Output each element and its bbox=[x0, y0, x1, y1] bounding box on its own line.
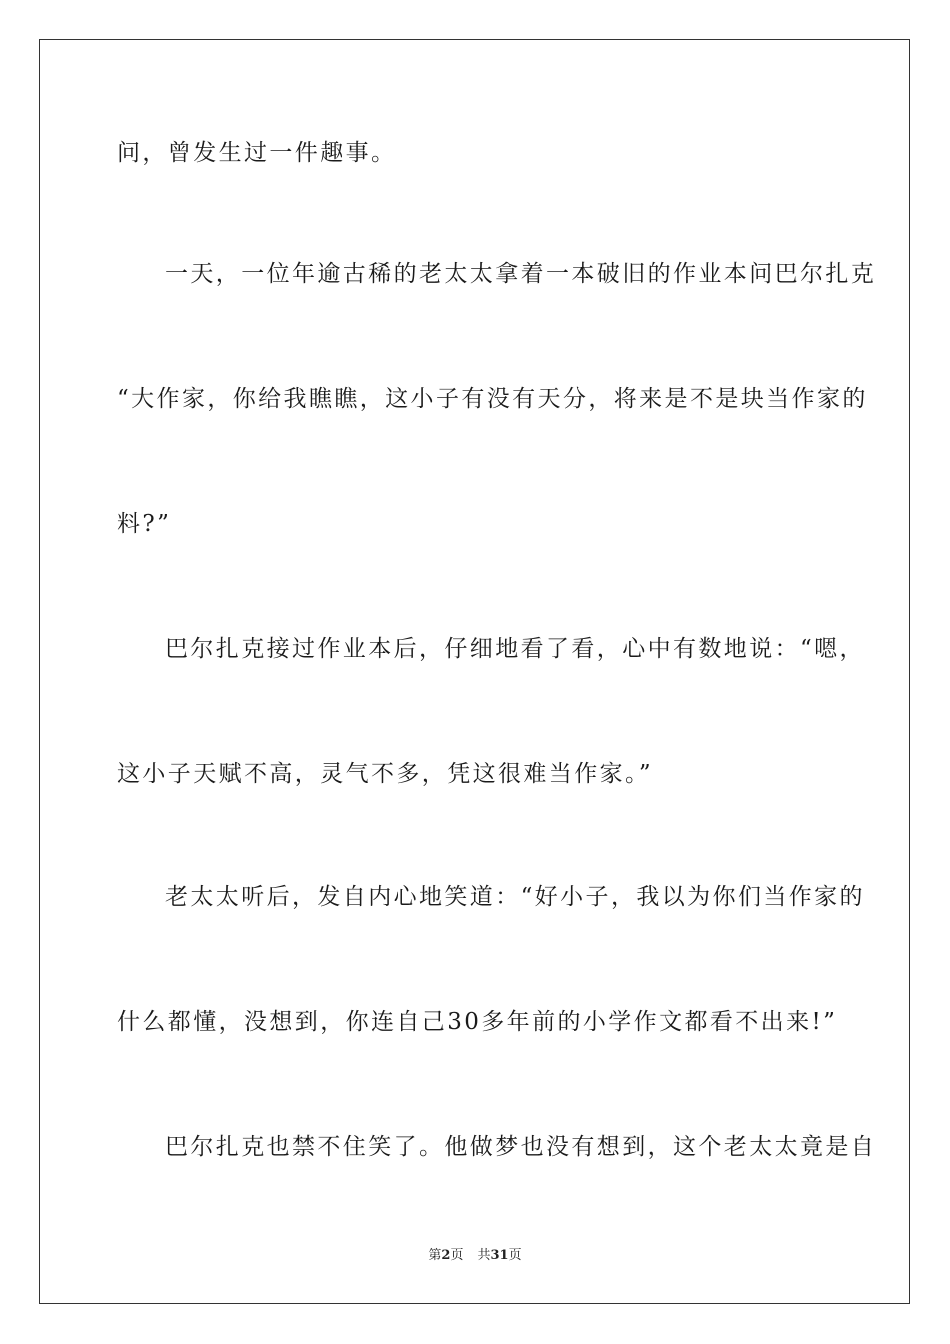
total-prefix: 共 bbox=[477, 1248, 491, 1263]
text-line: 问，曾发生过一件趣事。 bbox=[117, 140, 397, 166]
current-page-number: 2 bbox=[441, 1248, 451, 1263]
text-line: 料?” bbox=[117, 511, 172, 537]
page-suffix: 页 bbox=[450, 1248, 464, 1263]
paragraph-first-line: 巴尔扎克接过作业本后，仔细地看了看，心中有数地说：“嗯， bbox=[165, 636, 865, 662]
total-suffix: 页 bbox=[508, 1248, 522, 1263]
paragraph-first-line: 巴尔扎克也禁不住笑了。他做梦也没有想到，这个老太太竟是自 bbox=[165, 1134, 877, 1160]
page-border bbox=[39, 39, 910, 1304]
paragraph-first-line: 一天，一位年逾古稀的老太太拿着一本破旧的作业本问巴尔扎克 bbox=[165, 261, 877, 287]
paragraph-first-line: 老太太听后，发自内心地笑道：“好小子，我以为你们当作家的 bbox=[165, 884, 865, 910]
text-line: 什么都懂，没想到，你连自己30多年前的小学作文都看不出来!” bbox=[117, 1009, 838, 1035]
text-line: “大作家，你给我瞧瞧，这小子有没有天分，将来是不是块当作家的 bbox=[117, 386, 868, 412]
page-prefix: 第 bbox=[428, 1248, 442, 1263]
page-footer bbox=[0, 1247, 950, 1265]
total-page-count: 31 bbox=[490, 1248, 509, 1263]
text-line: 这小子天赋不高，灵气不多，凭这很难当作家。” bbox=[117, 761, 654, 787]
